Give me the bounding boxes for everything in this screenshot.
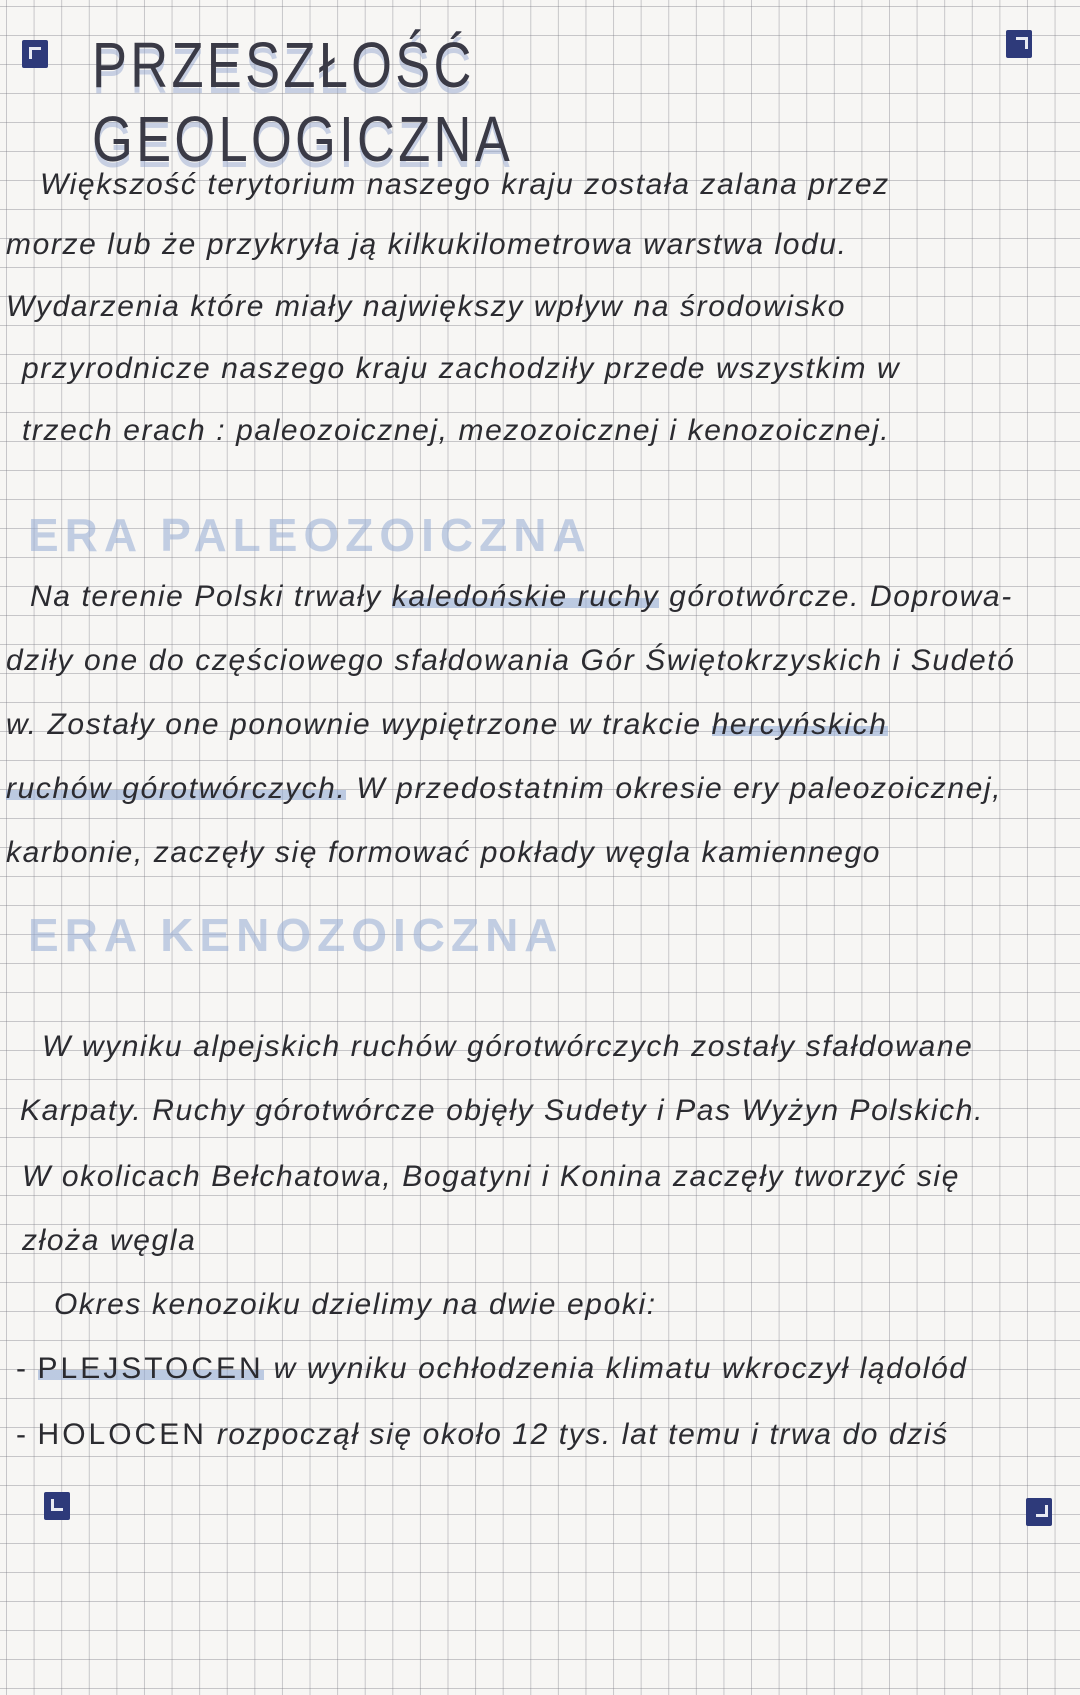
highlighted-term: kaledońskie ruchy [391, 580, 660, 613]
section-heading-paleozoic: ERA PALEOZOICZNA [28, 509, 592, 561]
epoch-item: - PLEJSTOCEN w wyniku ochłodzenia klimatu wkroczył lądolód [16, 1352, 968, 1385]
text-line: przyrodnicze naszego kraju zachodziły przede wszystkim w [22, 352, 901, 385]
text-line: morze lub że przykryła ją kilkukilometrowa warstwa lodu. [6, 228, 848, 261]
text-line: karbonie, zaczęły się formować pokłady węgla kamiennego [6, 836, 882, 869]
text-line: złoża węgla [22, 1224, 197, 1257]
text-line: trzech erach : paleozoicznej, mezozoicznej i kenozoicznej. [22, 414, 891, 447]
corner-mark-icon [1006, 30, 1032, 58]
highlighted-term: ruchów górotwórczych. [6, 772, 347, 805]
section-heading-cenozoic: ERA KENOZOICZNA [28, 909, 564, 961]
epoch-name: PLEJSTOCEN [37, 1352, 264, 1385]
text-line: w. Zostały one ponownie wypiętrzone w trakcie hercyńskich [6, 708, 888, 741]
text-line: Większość terytorium naszego kraju została zalana przez [40, 168, 890, 201]
epoch-name: HOLOCEN [37, 1418, 207, 1451]
text-line: W okolicach Bełchatowa, Bogatyni i Konina zaczęły tworzyć się [22, 1160, 960, 1193]
text-line: Wydarzenia które miały największy wpływ na środowisko [6, 290, 847, 323]
text-line: Na terenie Polski trwały kaledońskie ruchy górotwórcze. Doprowa- [30, 580, 1013, 613]
corner-mark-icon [1026, 1498, 1052, 1526]
page-title: PRZESZŁOŚĆ GEOLOGICZNA [92, 29, 513, 175]
highlighted-term: hercyńskich [711, 708, 888, 741]
text-line: W wyniku alpejskich ruchów górotwórczych zostały sfałdowane [42, 1030, 974, 1063]
text-line: dziły one do częściowego sfałdowania Gór Świętokrzyskich i Sudetó [6, 644, 1016, 677]
text-line: Karpaty. Ruchy górotwórcze objęły Sudety i Pas Wyżyn Polskich. [20, 1094, 984, 1127]
epoch-item: - HOLOCEN rozpoczął się około 12 tys. lat temu i trwa do dziś [16, 1418, 949, 1451]
text-line: Okres kenozoiku dzielimy na dwie epoki: [54, 1288, 657, 1321]
text-line: ruchów górotwórczych. W przedostatnim okresie ery paleozoicznej, [6, 772, 1003, 805]
corner-mark-icon [22, 40, 48, 68]
corner-mark-icon [44, 1492, 70, 1520]
